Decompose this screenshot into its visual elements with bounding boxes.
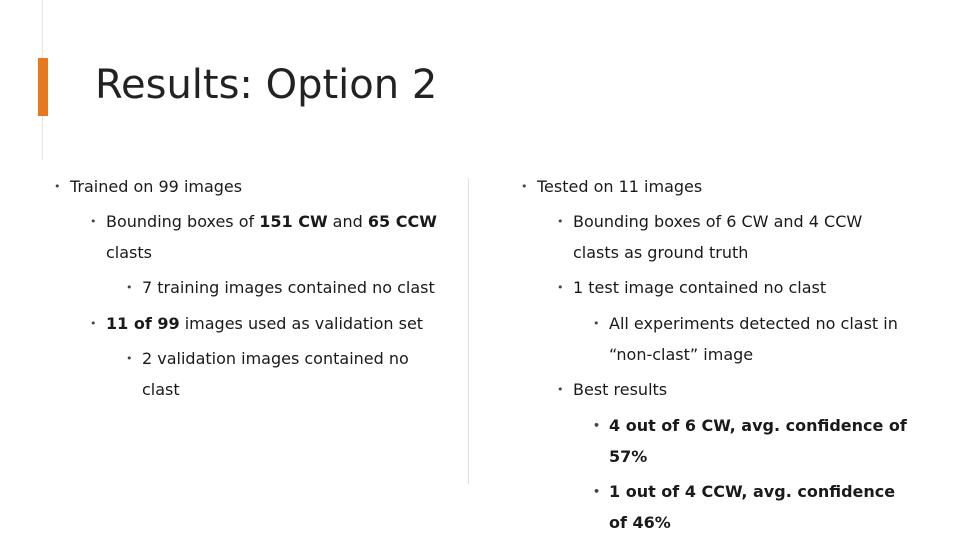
- right-bullet-3-text: 1 test image contained no clast: [573, 278, 827, 297]
- left-bullet-4-text: images used as validation set: [179, 314, 424, 333]
- left-bullet-5: [126, 343, 432, 405]
- right-bullet-6-text: 4 out of 6 CW, avg. confidence of 57%: [609, 416, 907, 466]
- right-bullet-2-text: Bounding boxes of 6 CW and 4 CCW clasts as ground truth: [573, 212, 863, 262]
- left-bullet-3: [126, 272, 462, 303]
- right-bullet-1-text: Tested on 11 images: [537, 177, 703, 196]
- right-bullet-4: [593, 308, 909, 370]
- left-bullet-3-text: 7 training images contained no clast: [142, 278, 435, 297]
- bullet-dot: •: [90, 317, 97, 330]
- validation-count: 11 of 99: [106, 314, 180, 333]
- slide-title: Results: Option 2: [95, 62, 438, 108]
- right-bullet-5: [557, 374, 913, 405]
- bullet-dot: •: [126, 281, 133, 294]
- right-bullet-1: [521, 171, 917, 202]
- bullet-dot: •: [126, 352, 133, 365]
- bullet-dot: •: [557, 383, 564, 396]
- bullet-dot: •: [54, 180, 61, 193]
- right-bullet-6: [593, 410, 909, 472]
- right-bullet-3: [557, 272, 913, 303]
- bullet-dot: •: [521, 180, 528, 193]
- left-bullet-2-pre: Bounding boxes of: [106, 212, 260, 231]
- left-bullet-2-post: clasts: [106, 243, 152, 262]
- title-accent-bar: [38, 58, 48, 116]
- bullet-dot: •: [593, 485, 601, 498]
- right-bullet-7: [593, 476, 909, 538]
- bullet-dot: •: [557, 281, 564, 294]
- bullet-dot: •: [90, 215, 97, 228]
- cw-count: 151 CW: [259, 212, 328, 231]
- left-bullet-1-text: Trained on 99 images: [70, 177, 243, 196]
- left-bullet-5-text: 2 validation images contained no clast: [142, 349, 409, 399]
- left-bullet-4: [90, 308, 456, 339]
- left-bullet-2: [90, 206, 456, 268]
- column-divider: [468, 178, 469, 484]
- right-bullet-2: [557, 206, 883, 268]
- left-bullet-1: [54, 171, 450, 202]
- bullet-dot: •: [593, 317, 600, 330]
- right-bullet-7-text: 1 out of 4 CCW, avg. confidence of 46%: [609, 482, 896, 532]
- bullet-dot: •: [557, 215, 564, 228]
- right-bullet-5-text: Best results: [573, 380, 668, 399]
- right-bullet-4-text: All experiments detected no clast in “non-clast” image: [609, 314, 898, 364]
- bullet-dot: •: [593, 419, 601, 432]
- left-bullet-2-mid: and: [327, 212, 368, 231]
- ccw-count: 65 CCW: [367, 212, 437, 231]
